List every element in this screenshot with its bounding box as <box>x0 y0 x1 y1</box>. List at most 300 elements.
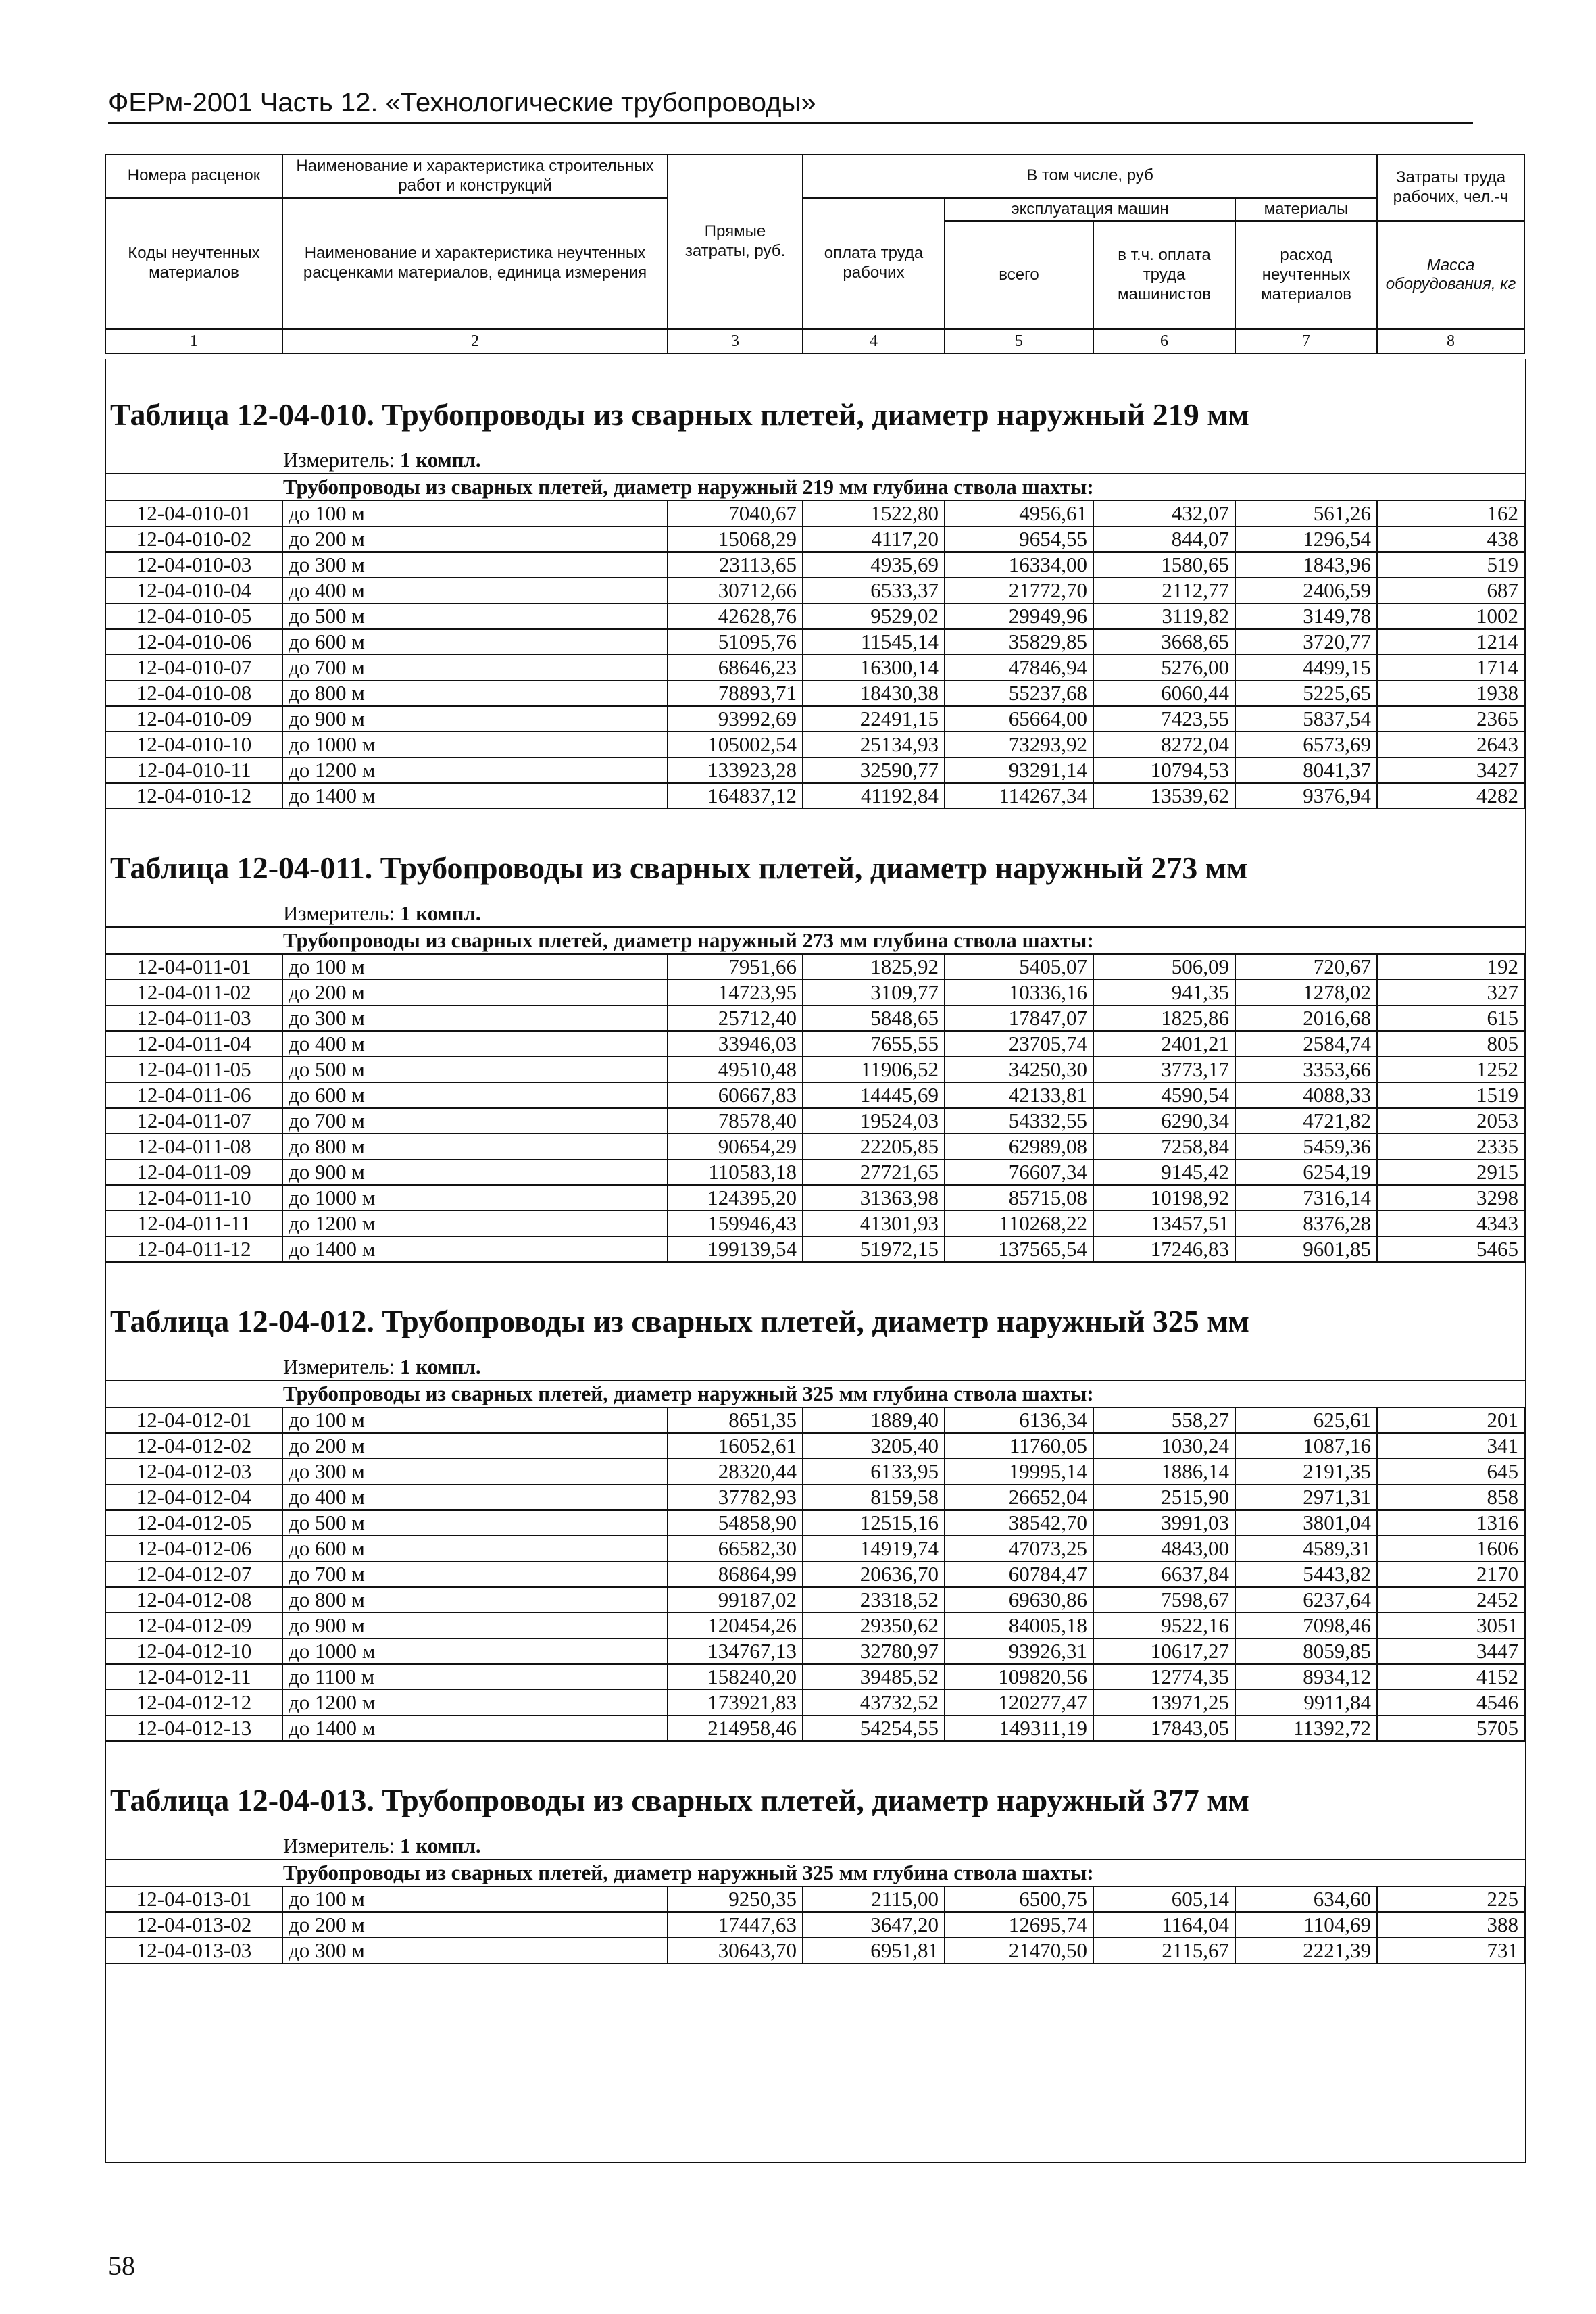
col1-header-bottom: Коды неучтенных материалов <box>105 198 282 330</box>
machinist-pay-cell: 6290,34 <box>1093 1108 1235 1134</box>
rate-code-cell: 12-04-012-02 <box>105 1433 282 1459</box>
machines-total-cell: 114267,34 <box>945 783 1093 809</box>
machinist-pay-cell: 12774,35 <box>1093 1664 1235 1690</box>
labor-pay-cell: 6133,95 <box>803 1459 945 1484</box>
direct-cost-cell: 68646,23 <box>668 655 803 680</box>
labor-hours-cell: 162 <box>1377 501 1524 526</box>
work-description-cell: до 300 м <box>282 1938 668 1963</box>
materials-cost-cell: 4589,31 <box>1235 1536 1377 1561</box>
labor-pay-cell: 9529,02 <box>803 603 945 629</box>
price-table-section <box>106 1303 1525 1742</box>
table-row <box>105 1459 1524 1484</box>
machines-total-cell: 6500,75 <box>945 1887 1093 1912</box>
table-row <box>105 655 1524 680</box>
machines-total-cell: 11760,05 <box>945 1433 1093 1459</box>
machines-total-cell: 12695,74 <box>945 1912 1093 1938</box>
rate-code-cell: 12-04-011-12 <box>105 1236 282 1262</box>
machines-total-cell: 65664,00 <box>945 706 1093 732</box>
table-row <box>105 1887 1524 1912</box>
rate-code-cell: 12-04-011-09 <box>105 1159 282 1185</box>
machines-total-cell: 16334,00 <box>945 552 1093 578</box>
machinist-pay-cell: 844,07 <box>1093 526 1235 552</box>
machinist-pay-cell: 13457,51 <box>1093 1211 1235 1236</box>
rates-table <box>105 1887 1525 1964</box>
table-subtitle: Трубопроводы из сварных плетей, диаметр наружный 325 мм глубина ствола шахты: <box>106 1380 1525 1408</box>
table-subtitle: Трубопроводы из сварных плетей, диаметр наружный 273 мм глубина ствола шахты: <box>106 926 1525 955</box>
labor-pay-cell: 27721,65 <box>803 1159 945 1185</box>
table-row <box>105 980 1524 1005</box>
machinist-pay-cell: 10617,27 <box>1093 1638 1235 1664</box>
work-description-cell: до 100 м <box>282 955 668 980</box>
labor-pay-cell: 23318,52 <box>803 1587 945 1613</box>
col-number: 6 <box>1093 329 1235 353</box>
work-description-cell: до 1000 м <box>282 732 668 757</box>
labor-hours-cell: 1316 <box>1377 1510 1524 1536</box>
table-row <box>105 501 1524 526</box>
labor-hours-cell: 225 <box>1377 1887 1524 1912</box>
machines-total-cell: 10336,16 <box>945 980 1093 1005</box>
labor-hours-cell: 341 <box>1377 1433 1524 1459</box>
labor-hours-cell: 805 <box>1377 1031 1524 1057</box>
rate-code-cell: 12-04-011-03 <box>105 1005 282 1031</box>
rates-table <box>105 501 1525 809</box>
col4-header: оплата труда рабочих <box>803 198 945 330</box>
machinist-pay-cell: 605,14 <box>1093 1887 1235 1912</box>
rate-code-cell: 12-04-013-01 <box>105 1887 282 1912</box>
machines-total-cell: 109820,56 <box>945 1664 1093 1690</box>
table-row <box>105 1031 1524 1057</box>
direct-cost-cell: 37782,93 <box>668 1484 803 1510</box>
labor-hours-cell: 1938 <box>1377 680 1524 706</box>
work-description-cell: до 700 м <box>282 655 668 680</box>
machines-total-cell: 137565,54 <box>945 1236 1093 1262</box>
machinist-pay-cell: 3773,17 <box>1093 1057 1235 1082</box>
table-row <box>105 680 1524 706</box>
measure-label: Измеритель: <box>283 1834 395 1857</box>
labor-hours-cell: 3447 <box>1377 1638 1524 1664</box>
rate-code-cell: 12-04-012-11 <box>105 1664 282 1690</box>
machinist-pay-cell: 4590,54 <box>1093 1082 1235 1108</box>
direct-cost-cell: 9250,35 <box>668 1887 803 1912</box>
column-header-table <box>105 154 1525 354</box>
machines-total-cell: 47073,25 <box>945 1536 1093 1561</box>
labor-hours-cell: 1606 <box>1377 1536 1524 1561</box>
machines-total-cell: 85715,08 <box>945 1185 1093 1211</box>
labor-pay-cell: 18430,38 <box>803 680 945 706</box>
machinist-pay-cell: 1886,14 <box>1093 1459 1235 1484</box>
rate-code-cell: 12-04-010-03 <box>105 552 282 578</box>
materials-cost-cell: 4499,15 <box>1235 655 1377 680</box>
rate-code-cell: 12-04-011-07 <box>105 1108 282 1134</box>
materials-cost-cell: 3720,77 <box>1235 629 1377 655</box>
table-row <box>105 1236 1524 1262</box>
labor-hours-cell: 1214 <box>1377 629 1524 655</box>
work-description-cell: до 400 м <box>282 578 668 603</box>
machinist-pay-cell: 1825,86 <box>1093 1005 1235 1031</box>
table-row <box>105 1211 1524 1236</box>
rate-code-cell: 12-04-012-10 <box>105 1638 282 1664</box>
labor-hours-cell: 5465 <box>1377 1236 1524 1262</box>
machinist-pay-cell: 10198,92 <box>1093 1185 1235 1211</box>
table-title: Таблица 12-04-012. Трубопроводы из сварных плетей, диаметр наружный 325 мм <box>110 1304 1249 1338</box>
rate-code-cell: 12-04-010-11 <box>105 757 282 783</box>
machinist-pay-cell: 9522,16 <box>1093 1613 1235 1638</box>
machines-total-cell: 21470,50 <box>945 1938 1093 1963</box>
labor-pay-cell: 32590,77 <box>803 757 945 783</box>
materials-cost-cell: 1843,96 <box>1235 552 1377 578</box>
materials-cost-cell: 9911,84 <box>1235 1690 1377 1715</box>
rate-code-cell: 12-04-011-02 <box>105 980 282 1005</box>
labor-hours-cell: 201 <box>1377 1408 1524 1433</box>
materials-cost-cell: 2016,68 <box>1235 1005 1377 1031</box>
work-description-cell: до 300 м <box>282 552 668 578</box>
direct-cost-cell: 164837,12 <box>668 783 803 809</box>
machines-total-cell: 4956,61 <box>945 501 1093 526</box>
labor-hours-cell: 4343 <box>1377 1211 1524 1236</box>
labor-pay-cell: 14445,69 <box>803 1082 945 1108</box>
work-description-cell: до 800 м <box>282 1134 668 1159</box>
materials-cost-cell: 1087,16 <box>1235 1433 1377 1459</box>
measure-unit <box>106 901 1525 926</box>
direct-cost-cell: 214958,46 <box>668 1715 803 1741</box>
labor-pay-cell: 31363,98 <box>803 1185 945 1211</box>
machines-total-cell: 76607,34 <box>945 1159 1093 1185</box>
work-description-cell: до 1400 м <box>282 1236 668 1262</box>
table-row <box>105 1561 1524 1587</box>
labor-hours-cell: 327 <box>1377 980 1524 1005</box>
labor-pay-cell: 41192,84 <box>803 783 945 809</box>
labor-hours-cell: 2335 <box>1377 1134 1524 1159</box>
rate-code-cell: 12-04-011-05 <box>105 1057 282 1082</box>
table-subtitle: Трубопроводы из сварных плетей, диаметр наружный 219 мм глубина ствола шахты: <box>106 473 1525 501</box>
labor-pay-cell: 29350,62 <box>803 1613 945 1638</box>
labor-pay-cell: 4935,69 <box>803 552 945 578</box>
materials-cost-cell: 4088,33 <box>1235 1082 1377 1108</box>
work-description-cell: до 1400 м <box>282 783 668 809</box>
machinist-pay-cell: 506,09 <box>1093 955 1235 980</box>
labor-pay-cell: 1825,92 <box>803 955 945 980</box>
labor-hours-cell: 2915 <box>1377 1159 1524 1185</box>
labor-hours-cell: 4282 <box>1377 783 1524 809</box>
labor-pay-cell: 3205,40 <box>803 1433 945 1459</box>
table-row <box>105 1408 1524 1433</box>
rate-code-cell: 12-04-012-01 <box>105 1408 282 1433</box>
table-row <box>105 629 1524 655</box>
labor-pay-cell: 19524,03 <box>803 1108 945 1134</box>
table-title: Таблица 12-04-013. Трубопроводы из сварных плетей, диаметр наружный 377 мм <box>110 1783 1249 1817</box>
rate-code-cell: 12-04-012-08 <box>105 1587 282 1613</box>
work-description-cell: до 900 м <box>282 1159 668 1185</box>
labor-hours-cell: 3298 <box>1377 1185 1524 1211</box>
rate-code-cell: 12-04-012-09 <box>105 1613 282 1638</box>
rate-code-cell: 12-04-012-12 <box>105 1690 282 1715</box>
table-row <box>105 1613 1524 1638</box>
col1-header-top: Номера расценок <box>105 155 282 198</box>
measure-value: 1 компл. <box>399 1355 481 1378</box>
rate-code-cell: 12-04-011-06 <box>105 1082 282 1108</box>
machines-total-cell: 84005,18 <box>945 1613 1093 1638</box>
machines-total-cell: 47846,94 <box>945 655 1093 680</box>
labor-hours-cell: 2170 <box>1377 1561 1524 1587</box>
direct-cost-cell: 42628,76 <box>668 603 803 629</box>
labor-pay-cell: 22205,85 <box>803 1134 945 1159</box>
work-description-cell: до 300 м <box>282 1459 668 1484</box>
machines-total-cell: 29949,96 <box>945 603 1093 629</box>
rate-code-cell: 12-04-013-02 <box>105 1912 282 1938</box>
measure-unit <box>106 1833 1525 1859</box>
direct-cost-cell: 54858,90 <box>668 1510 803 1536</box>
direct-cost-cell: 8651,35 <box>668 1408 803 1433</box>
materials-cost-cell: 8934,12 <box>1235 1664 1377 1690</box>
measure-label: Измеритель: <box>283 448 395 472</box>
materials-cost-cell: 9376,94 <box>1235 783 1377 809</box>
table-row <box>105 1638 1524 1664</box>
measure-value: 1 компл. <box>399 1834 481 1857</box>
labor-pay-cell: 6951,81 <box>803 1938 945 1963</box>
table-row <box>105 1715 1524 1741</box>
machinist-pay-cell: 13971,25 <box>1093 1690 1235 1715</box>
col-number: 4 <box>803 329 945 353</box>
work-description-cell: до 900 м <box>282 1613 668 1638</box>
direct-cost-cell: 17447,63 <box>668 1912 803 1938</box>
direct-cost-cell: 30712,66 <box>668 578 803 603</box>
table-row <box>105 1484 1524 1510</box>
work-description-cell: до 1000 м <box>282 1638 668 1664</box>
table-row <box>105 732 1524 757</box>
materials-cost-cell: 561,26 <box>1235 501 1377 526</box>
materials-cost-cell: 8059,85 <box>1235 1638 1377 1664</box>
measure-label: Измеритель: <box>283 1355 395 1378</box>
labor-pay-cell: 1889,40 <box>803 1408 945 1433</box>
materials-cost-cell: 720,67 <box>1235 955 1377 980</box>
materials-cost-cell: 6573,69 <box>1235 732 1377 757</box>
materials-cost-cell: 2406,59 <box>1235 578 1377 603</box>
col7-header: расход неучтенных материалов <box>1235 221 1377 329</box>
rate-code-cell: 12-04-012-13 <box>105 1715 282 1741</box>
machines-total-cell: 149311,19 <box>945 1715 1093 1741</box>
materials-cost-cell: 5837,54 <box>1235 706 1377 732</box>
col-number: 8 <box>1377 329 1524 353</box>
materials-header: материалы <box>1235 198 1377 222</box>
machinist-pay-cell: 4843,00 <box>1093 1536 1235 1561</box>
labor-hours-cell: 4152 <box>1377 1664 1524 1690</box>
rate-code-cell: 12-04-010-05 <box>105 603 282 629</box>
rate-code-cell: 12-04-010-02 <box>105 526 282 552</box>
labor-pay-cell: 32780,97 <box>803 1638 945 1664</box>
work-description-cell: до 500 м <box>282 603 668 629</box>
labor-hours-cell: 687 <box>1377 578 1524 603</box>
work-description-cell: до 600 м <box>282 629 668 655</box>
labor-pay-cell: 12515,16 <box>803 1510 945 1536</box>
table-row <box>105 603 1524 629</box>
work-description-cell: до 400 м <box>282 1031 668 1057</box>
table-row <box>105 1912 1524 1938</box>
direct-cost-cell: 133923,28 <box>668 757 803 783</box>
machinist-pay-cell: 13539,62 <box>1093 783 1235 809</box>
machines-total-cell: 35829,85 <box>945 629 1093 655</box>
machines-total-cell: 42133,81 <box>945 1082 1093 1108</box>
labor-hours-cell: 3051 <box>1377 1613 1524 1638</box>
work-description-cell: до 1400 м <box>282 1715 668 1741</box>
measure-unit <box>106 447 1525 473</box>
page-header: ФЕРм-2001 Часть 12. «Технологические трубопроводы» <box>108 88 1473 124</box>
machinist-pay-cell: 6637,84 <box>1093 1561 1235 1587</box>
labor-hours-cell: 2643 <box>1377 732 1524 757</box>
rate-code-cell: 12-04-011-08 <box>105 1134 282 1159</box>
rates-table <box>105 955 1525 1263</box>
labor-hours-cell: 519 <box>1377 552 1524 578</box>
labor-hours-cell: 1714 <box>1377 655 1524 680</box>
direct-cost-cell: 16052,61 <box>668 1433 803 1459</box>
table-row <box>105 706 1524 732</box>
col5-header: всего <box>945 221 1093 329</box>
direct-cost-cell: 158240,20 <box>668 1664 803 1690</box>
machines-total-cell: 6136,34 <box>945 1408 1093 1433</box>
direct-cost-cell: 105002,54 <box>668 732 803 757</box>
machines-header: эксплуатация машин <box>945 198 1235 222</box>
machinist-pay-cell: 10794,53 <box>1093 757 1235 783</box>
materials-cost-cell: 625,61 <box>1235 1408 1377 1433</box>
col-number: 5 <box>945 329 1093 353</box>
work-description-cell: до 200 м <box>282 526 668 552</box>
price-table-section <box>106 850 1525 1263</box>
work-description-cell: до 600 м <box>282 1082 668 1108</box>
measure-value: 1 компл. <box>399 448 481 472</box>
machinist-pay-cell: 1164,04 <box>1093 1912 1235 1938</box>
work-description-cell: до 100 м <box>282 1887 668 1912</box>
rate-code-cell: 12-04-012-06 <box>105 1536 282 1561</box>
materials-cost-cell: 5459,36 <box>1235 1134 1377 1159</box>
col-number: 1 <box>105 329 282 353</box>
direct-cost-cell: 86864,99 <box>668 1561 803 1587</box>
materials-cost-cell: 3353,66 <box>1235 1057 1377 1082</box>
table-row <box>105 757 1524 783</box>
machines-total-cell: 17847,07 <box>945 1005 1093 1031</box>
labor-hours-cell: 1252 <box>1377 1057 1524 1082</box>
machines-total-cell: 19995,14 <box>945 1459 1093 1484</box>
machines-total-cell: 120277,47 <box>945 1690 1093 1715</box>
direct-cost-cell: 159946,43 <box>668 1211 803 1236</box>
rate-code-cell: 12-04-012-05 <box>105 1510 282 1536</box>
machinist-pay-cell: 8272,04 <box>1093 732 1235 757</box>
labor-hours-cell: 388 <box>1377 1912 1524 1938</box>
materials-cost-cell: 2191,35 <box>1235 1459 1377 1484</box>
direct-cost-cell: 51095,76 <box>668 629 803 655</box>
direct-cost-cell: 110583,18 <box>668 1159 803 1185</box>
work-description-cell: до 500 м <box>282 1057 668 1082</box>
machinist-pay-cell: 7598,67 <box>1093 1587 1235 1613</box>
col-number: 7 <box>1235 329 1377 353</box>
labor-pay-cell: 3109,77 <box>803 980 945 1005</box>
table-row <box>105 783 1524 809</box>
machinist-pay-cell: 941,35 <box>1093 980 1235 1005</box>
col6-header: в т.ч. оплата труда машинистов <box>1093 221 1235 329</box>
labor-pay-cell: 25134,93 <box>803 732 945 757</box>
table-title: Таблица 12-04-010. Трубопроводы из сварных плетей, диаметр наружный 219 мм <box>110 397 1249 432</box>
materials-cost-cell: 3801,04 <box>1235 1510 1377 1536</box>
table-row <box>105 1134 1524 1159</box>
machinist-pay-cell: 2112,77 <box>1093 578 1235 603</box>
labor-pay-cell: 1522,80 <box>803 501 945 526</box>
machines-total-cell: 21772,70 <box>945 578 1093 603</box>
direct-cost-cell: 99187,02 <box>668 1587 803 1613</box>
work-description-cell: до 700 м <box>282 1108 668 1134</box>
labor-pay-cell: 3647,20 <box>803 1912 945 1938</box>
work-description-cell: до 600 м <box>282 1536 668 1561</box>
col8-header-top: Затраты труда рабочих, чел.-ч <box>1377 155 1524 221</box>
work-description-cell: до 800 м <box>282 1587 668 1613</box>
materials-cost-cell: 9601,85 <box>1235 1236 1377 1262</box>
direct-cost-cell: 134767,13 <box>668 1638 803 1664</box>
rate-code-cell: 12-04-010-08 <box>105 680 282 706</box>
col-number: 2 <box>282 329 668 353</box>
materials-cost-cell: 2971,31 <box>1235 1484 1377 1510</box>
machines-total-cell: 93926,31 <box>945 1638 1093 1664</box>
machines-total-cell: 26652,04 <box>945 1484 1093 1510</box>
labor-pay-cell: 7655,55 <box>803 1031 945 1057</box>
work-description-cell: до 800 м <box>282 680 668 706</box>
work-description-cell: до 300 м <box>282 1005 668 1031</box>
labor-hours-cell: 2452 <box>1377 1587 1524 1613</box>
direct-cost-cell: 66582,30 <box>668 1536 803 1561</box>
direct-cost-cell: 49510,48 <box>668 1057 803 1082</box>
col2-header-bottom: Наименование и характеристика неучтенных расценками материалов, единица измерения <box>282 198 668 330</box>
labor-hours-cell: 858 <box>1377 1484 1524 1510</box>
materials-cost-cell: 7316,14 <box>1235 1185 1377 1211</box>
work-description-cell: до 100 м <box>282 501 668 526</box>
labor-pay-cell: 2115,00 <box>803 1887 945 1912</box>
table-row <box>105 552 1524 578</box>
table-row <box>105 1433 1524 1459</box>
machines-total-cell: 38542,70 <box>945 1510 1093 1536</box>
table-row <box>105 578 1524 603</box>
machines-total-cell: 55237,68 <box>945 680 1093 706</box>
direct-cost-cell: 78578,40 <box>668 1108 803 1134</box>
table-row <box>105 1510 1524 1536</box>
labor-hours-cell: 1519 <box>1377 1082 1524 1108</box>
machinist-pay-cell: 3119,82 <box>1093 603 1235 629</box>
rates-table <box>105 1408 1525 1742</box>
machinist-pay-cell: 5276,00 <box>1093 655 1235 680</box>
direct-cost-cell: 124395,20 <box>668 1185 803 1211</box>
machinist-pay-cell: 2115,67 <box>1093 1938 1235 1963</box>
materials-cost-cell: 5225,65 <box>1235 680 1377 706</box>
machinist-pay-cell: 7258,84 <box>1093 1134 1235 1159</box>
labor-hours-cell: 2053 <box>1377 1108 1524 1134</box>
table-row <box>105 1587 1524 1613</box>
labor-hours-cell: 731 <box>1377 1938 1524 1963</box>
labor-pay-cell: 5848,65 <box>803 1005 945 1031</box>
labor-hours-cell: 645 <box>1377 1459 1524 1484</box>
rate-code-cell: 12-04-011-01 <box>105 955 282 980</box>
labor-hours-cell: 5705 <box>1377 1715 1524 1741</box>
machines-total-cell: 69630,86 <box>945 1587 1093 1613</box>
col2-header-top: Наименование и характеристика строительных работ и конструкций <box>282 155 668 198</box>
rate-code-cell: 12-04-012-03 <box>105 1459 282 1484</box>
direct-cost-cell: 15068,29 <box>668 526 803 552</box>
rate-code-cell: 12-04-010-12 <box>105 783 282 809</box>
price-table-section <box>106 1782 1525 1964</box>
machines-total-cell: 60784,47 <box>945 1561 1093 1587</box>
materials-cost-cell: 1104,69 <box>1235 1912 1377 1938</box>
machinist-pay-cell: 3991,03 <box>1093 1510 1235 1536</box>
labor-pay-cell: 11545,14 <box>803 629 945 655</box>
direct-cost-cell: 14723,95 <box>668 980 803 1005</box>
labor-hours-cell: 192 <box>1377 955 1524 980</box>
col3-header: Прямые затраты, руб. <box>668 155 803 329</box>
table-row <box>105 1690 1524 1715</box>
table-row <box>105 1938 1524 1963</box>
